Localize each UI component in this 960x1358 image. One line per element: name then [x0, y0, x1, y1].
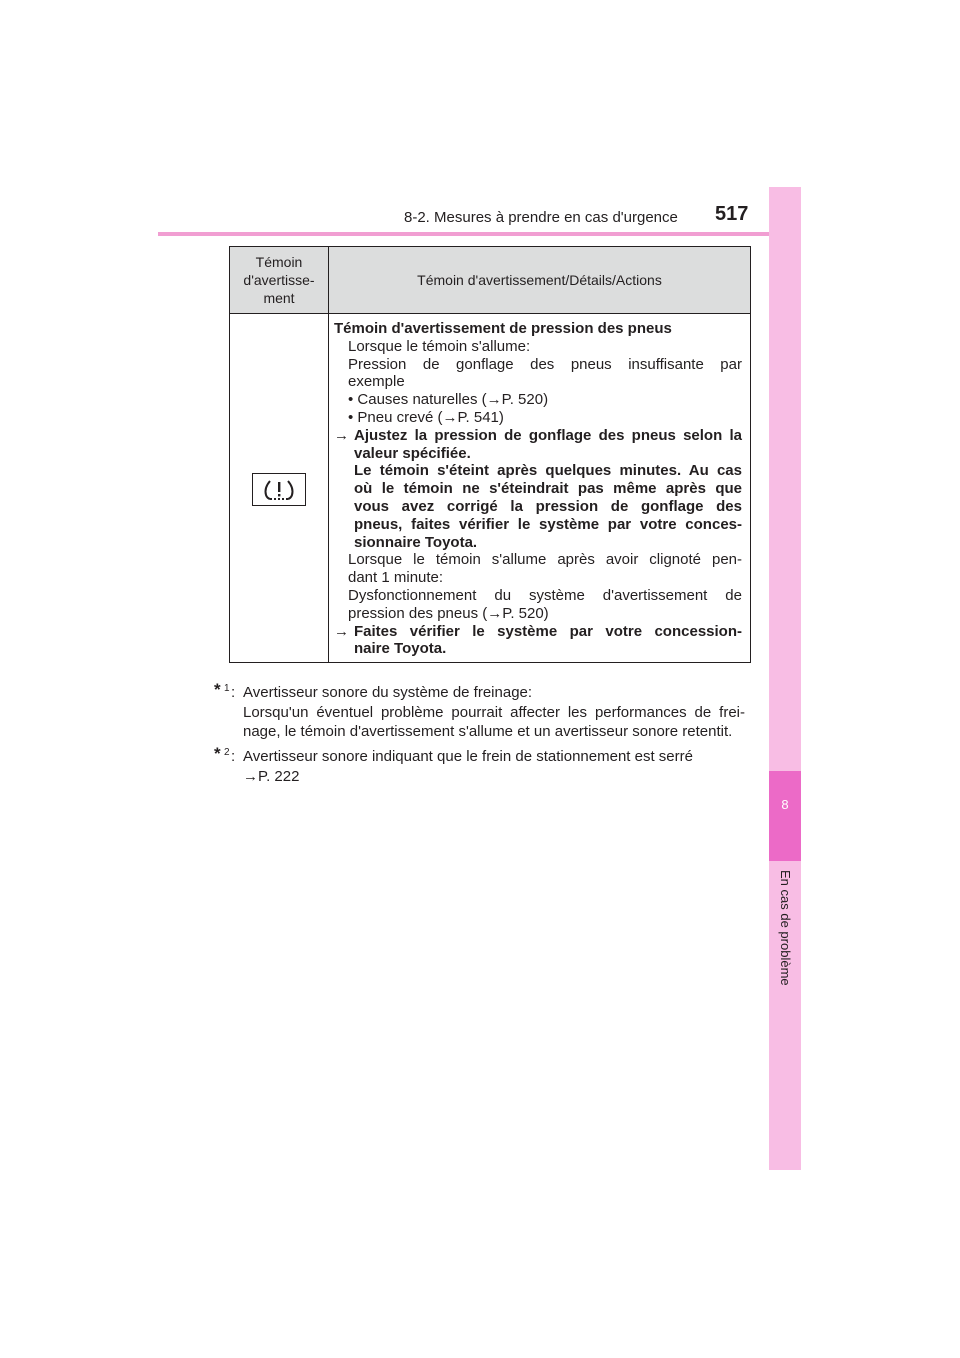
header-col1-line: Témoin — [255, 254, 303, 270]
arrow-icon: → — [334, 426, 349, 444]
condition-text: dant 1 minute: — [348, 569, 444, 587]
tire-pressure-warning-icon — [252, 473, 306, 506]
cause-text: Dysfonctionnement du système d'avertissement de — [348, 586, 742, 604]
action-line — [334, 427, 742, 445]
footnote-colon: : — [231, 748, 236, 765]
header-divider — [158, 232, 801, 236]
footnote-text: Lorsqu'un éventuel problème pourrait affecter les performances de frei- — [243, 703, 745, 721]
chapter-side-tab — [769, 187, 801, 1170]
action-text: Le témoin s'éteint après quelques minutes. Au cas — [354, 462, 742, 480]
action-text: où le témoin ne s'éteindrait pas même après que — [354, 480, 742, 498]
chapter-label: En cas de problème — [778, 870, 793, 986]
footnote-text: nage, le témoin d'avertissement s'allume et un avertisseur sonore retentit. — [243, 723, 733, 740]
header-col1-line: d'avertisse- — [243, 272, 315, 288]
warning-title: Témoin d'avertissement de pression des pneus — [334, 320, 672, 337]
header-cell-warning-light — [230, 247, 329, 313]
section-title: 8-2. Mesures à prendre en cas d'urgence — [404, 209, 678, 226]
arrow-icon: → — [334, 622, 349, 640]
details-cell — [334, 320, 742, 658]
bullet-item: • Causes naturelles (→P. 520) — [348, 391, 549, 409]
footnote-body — [243, 747, 745, 786]
warning-table — [229, 246, 751, 663]
footnote-text: →P. 222 — [243, 767, 300, 785]
cause-text: exemple — [348, 373, 405, 391]
action-text: vous avez corrigé la pression de gonflage des — [354, 497, 742, 515]
footnote-colon: : — [231, 684, 236, 701]
action-text: pneus, faites vérifier le système par votre conces- — [354, 515, 742, 533]
action-text: naire Toyota. — [354, 640, 447, 658]
chapter-number: 8 — [781, 797, 789, 812]
footnote-number: 1 — [224, 683, 230, 694]
cause-text: pression des pneus (→P. 520) — [348, 604, 549, 622]
action-line — [334, 623, 742, 641]
condition-text: Lorsque le témoin s'allume: — [348, 337, 531, 355]
action-text: Ajustez la pression de gonflage des pneus selon la — [354, 426, 742, 444]
chapter-number-box — [769, 771, 801, 861]
icon-cell — [230, 314, 329, 662]
action-text: valeur spécifiée. — [354, 444, 471, 462]
condition-text: Lorsque le témoin s'allume après avoir clignoté pen- — [348, 551, 742, 569]
action-text: sionnaire Toyota. — [354, 533, 478, 551]
footnote-text: Avertisseur sonore indiquant que le frein de stationnement est serré — [243, 748, 693, 765]
header-col1-line: ment — [263, 290, 295, 306]
page-number: 517 — [715, 203, 749, 225]
footnote-star: * — [214, 680, 221, 699]
footnote-star: * — [214, 744, 221, 763]
action-text: Faites vérifier le système par votre concession- — [354, 622, 742, 640]
bullet-item: • Pneu crevé (→P. 541) — [348, 408, 504, 426]
cause-text: Pression de gonflage des pneus insuffisante par — [348, 355, 742, 373]
footnote-text: Avertisseur sonore du système de freinage: — [243, 684, 533, 701]
footnote-number: 2 — [224, 747, 230, 758]
footnote-body — [243, 683, 745, 742]
table-header-row — [230, 247, 750, 314]
header-cell-details: Témoin d'avertissement/Détails/Actions — [417, 272, 662, 288]
